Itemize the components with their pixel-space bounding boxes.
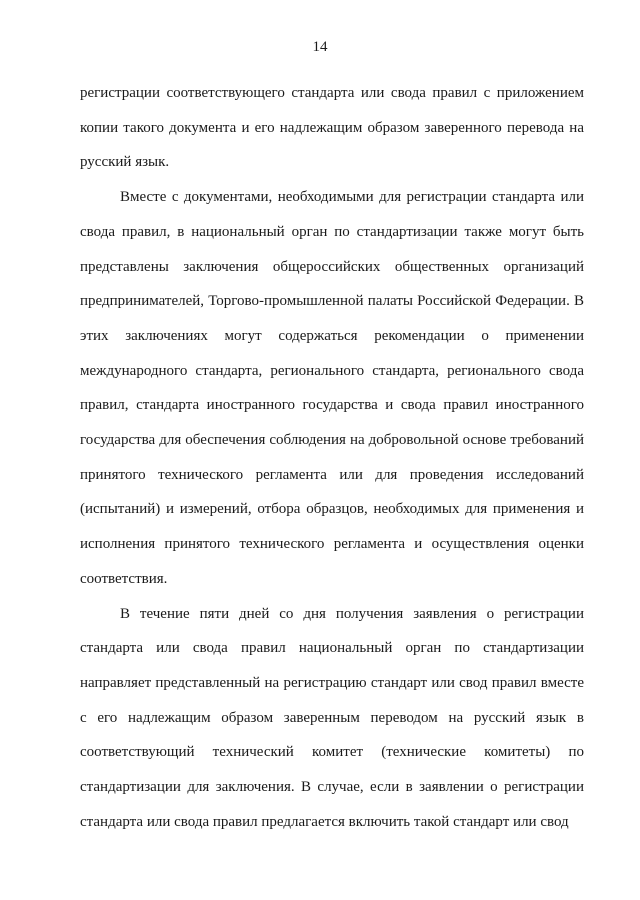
page-number: 14 (312, 39, 328, 55)
paragraph-registration-procedure: В течение пяти дней со дня получения заявления о регистрации стандарта или свода правил национальный орган по стандартизации направляет представленный на регистрацию стандарт или свод правил вместе с его надлежащим образом заверенным переводом на русский язык в соответствующий технический комитет (технические комитеты) по стандартизации для заключения. В случае, если в заявлении о регистрации стандарта или свода правил предлагается включить такой стандарт или свод (80, 605, 584, 830)
document-body (80, 76, 584, 839)
paragraph-continuation: регистрации соответствующего стандарта или свода правил с приложением копии такого документа и его надлежащим образом заверенного перевода на русский язык. (80, 85, 584, 171)
paragraph-documents-submission: Вместе с документами, необходимыми для регистрации стандарта или свода правил, в национальный орган по стандартизации также могут быть представлены заключения общероссийских общественных организаций предпринимателей, Торгово-промышленной палаты Российской Федерации. В этих заключениях могут содержаться рекомендации о применении международного стандарта, регионального стандарта, регионального свода правил, стандарта иностранного государства и свода правил иностранного государства для обеспечения соблюдения на добровольной основе требований принятого технического регламента или для проведения исследований (испытаний) и измерений, отбора образцов, необходимых для применения и исполнения принятого технического регламента и осуществления оценки соответствия. (80, 189, 584, 587)
